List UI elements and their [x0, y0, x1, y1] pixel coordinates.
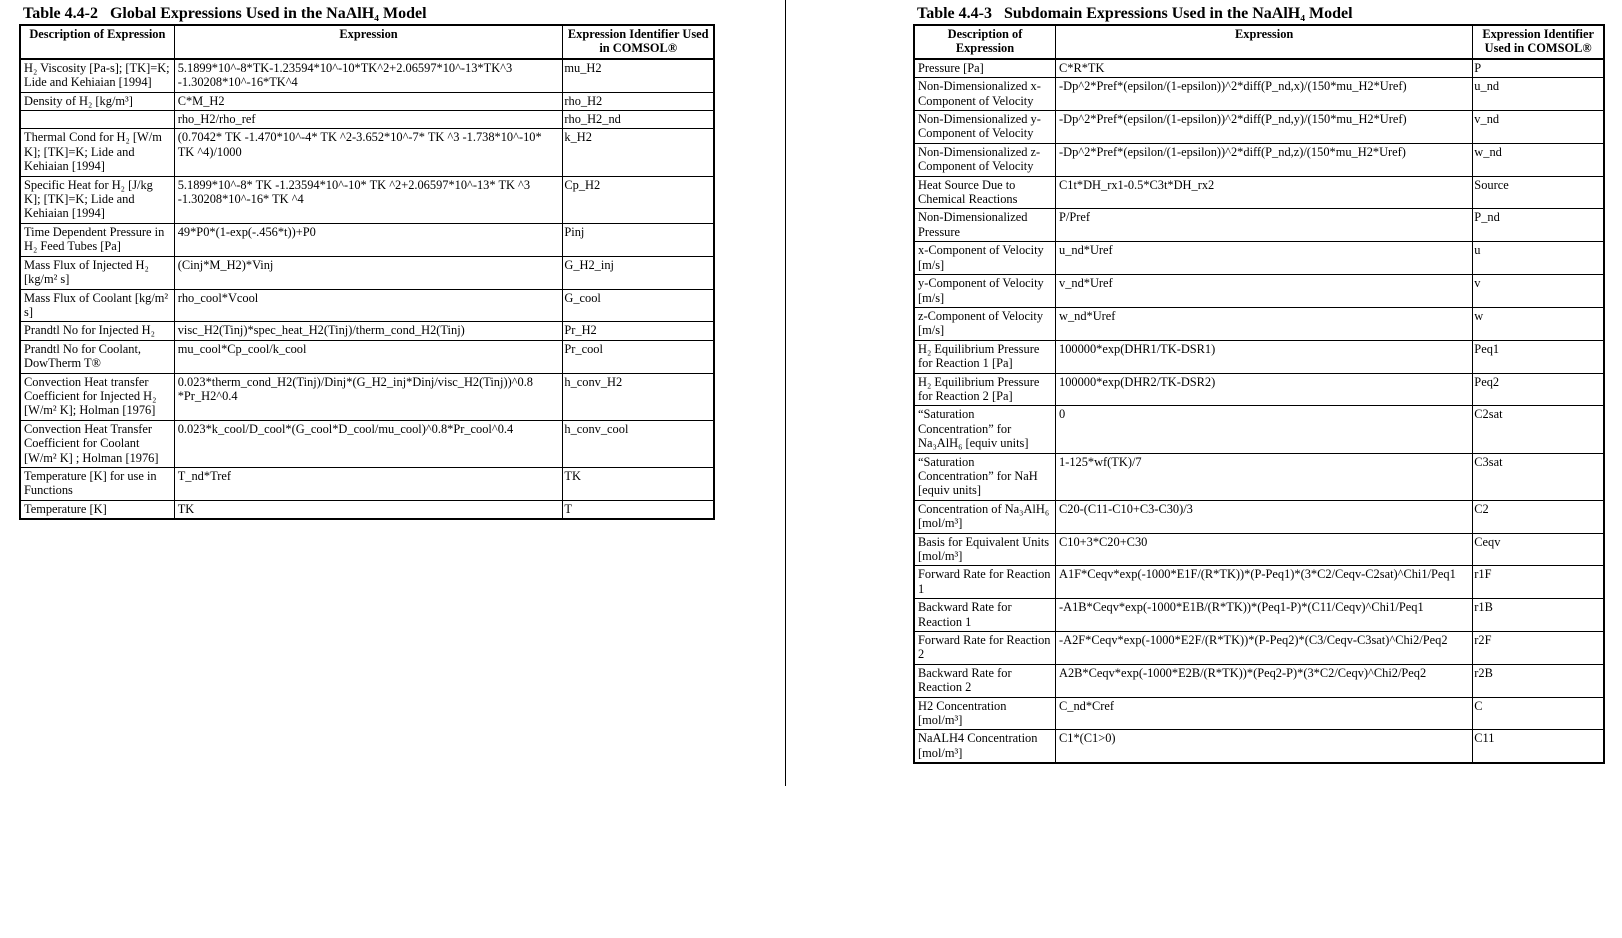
- header-identifier: Expression Identifier Used in COMSOL®: [563, 25, 714, 59]
- table-title: Table 4.4-2 Global Expressions Used in the NaAlH₄ Model: [23, 5, 427, 22]
- expression-cell: 1-125*wf(TK)/7: [1056, 453, 1473, 500]
- expression-cell: C*M_H2: [174, 92, 563, 110]
- expression-cell: 49*P0*(1-exp(-.456*t))+P0: [174, 223, 563, 256]
- expression-cell: w_nd*Uref: [1056, 307, 1473, 340]
- description-cell: H₂ Viscosity [Pa-s]; [TK]=K; Lide and Kehiaian [1994]: [20, 59, 174, 92]
- identifier-cell: Pinj: [563, 223, 714, 256]
- table-row: [914, 176, 1604, 209]
- table-row: [20, 256, 714, 289]
- header-description: Description of Expression: [914, 25, 1056, 59]
- expression-cell: (0.7042* TK -1.470*10^-4* TK ^2-3.652*10^-7* TK ^3 -1.738*10^-10* TK ^4)/1000: [174, 129, 563, 176]
- table-row: [20, 340, 714, 373]
- expression-cell: 100000*exp(DHR1/TK-DSR1): [1056, 340, 1473, 373]
- expression-cell: 0: [1056, 406, 1473, 453]
- identifier-cell: P_nd: [1473, 209, 1604, 242]
- description-cell: Heat Source Due to Chemical Reactions: [914, 176, 1056, 209]
- description-cell: Non-Dimensionalized y-Component of Velocity: [914, 111, 1056, 144]
- expression-cell: 100000*exp(DHR2/TK-DSR2): [1056, 373, 1473, 406]
- subdomain-expressions-panel: [913, 5, 1605, 764]
- description-cell: Time Dependent Pressure in H₂ Feed Tubes [Pa]: [20, 223, 174, 256]
- table-row: [914, 242, 1604, 275]
- identifier-cell: Source: [1473, 176, 1604, 209]
- table-row: [914, 500, 1604, 533]
- identifier-cell: k_H2: [563, 129, 714, 176]
- table-row: [914, 599, 1604, 632]
- table-body: [20, 59, 714, 519]
- description-cell: Mass Flux of Injected H₂ [kg/m² s]: [20, 256, 174, 289]
- description-cell: [20, 111, 174, 129]
- expression-cell: A2B*Ceqv*exp(-1000*E2B/(R*TK))*(Peq2-P)*(3*C2/Ceqv)^Chi2/Peq2: [1056, 664, 1473, 697]
- description-cell: Non-Dimensionalized z-Component of Velocity: [914, 143, 1056, 176]
- table-row: [914, 730, 1604, 763]
- identifier-cell: u_nd: [1473, 78, 1604, 111]
- identifier-cell: G_H2_inj: [563, 256, 714, 289]
- identifier-cell: r1B: [1473, 599, 1604, 632]
- table-row: [20, 92, 714, 110]
- table-header-row: [20, 25, 714, 59]
- table-row: [914, 406, 1604, 453]
- description-cell: Backward Rate for Reaction 1: [914, 599, 1056, 632]
- expression-cell: mu_cool*Cp_cool/k_cool: [174, 340, 563, 373]
- global-expressions-panel: [19, 5, 715, 520]
- identifier-cell: C3sat: [1473, 453, 1604, 500]
- table-title: Table 4.4-3 Subdomain Expressions Used in the NaAlH₄ Model: [917, 5, 1353, 22]
- table-row: [914, 632, 1604, 665]
- identifier-cell: mu_H2: [563, 59, 714, 92]
- expression-cell: A1F*Ceqv*exp(-1000*E1F/(R*TK))*(P-Peq1)*(3*C2/Ceqv-C2sat)^Chi1/Peq1: [1056, 566, 1473, 599]
- header-expression: Expression: [1056, 25, 1473, 59]
- expression-cell: v_nd*Uref: [1056, 275, 1473, 308]
- subdomain-expressions-table: [913, 24, 1605, 764]
- identifier-cell: C2: [1473, 500, 1604, 533]
- description-cell: Pressure [Pa]: [914, 59, 1056, 78]
- table-row: [20, 129, 714, 176]
- identifier-cell: Pr_H2: [563, 322, 714, 340]
- table-row: [914, 59, 1604, 78]
- header-expression: Expression: [174, 25, 563, 59]
- identifier-cell: Pr_cool: [563, 340, 714, 373]
- identifier-cell: P: [1473, 59, 1604, 78]
- expression-cell: -Dp^2*Pref*(epsilon/(1-epsilon))^2*diff(P_nd,x)/(150*mu_H2*Uref): [1056, 78, 1473, 111]
- expression-cell: 0.023*therm_cond_H2(Tinj)/Dinj*(G_H2_inj*Dinj/visc_H2(Tinj))^0.8 *Pr_H2^0.4: [174, 373, 563, 420]
- table-row: [914, 209, 1604, 242]
- description-cell: Temperature [K] for use in Functions: [20, 467, 174, 500]
- description-cell: H₂ Equilibrium Pressure for Reaction 2 [Pa]: [914, 373, 1056, 406]
- table-row: [20, 373, 714, 420]
- description-cell: Concentration of Na₃AlH₆ [mol/m³]: [914, 500, 1056, 533]
- table-row: [914, 307, 1604, 340]
- identifier-cell: Ceqv: [1473, 533, 1604, 566]
- identifier-cell: r2F: [1473, 632, 1604, 665]
- description-cell: Convection Heat transfer Coefficient for Injected H₂ [W/m² K]; Holman [1976]: [20, 373, 174, 420]
- expression-cell: -A2F*Ceqv*exp(-1000*E2F/(R*TK))*(P-Peq2)*(C3/Ceqv-C3sat)^Chi2/Peq2: [1056, 632, 1473, 665]
- expression-cell: TK: [174, 500, 563, 519]
- expression-cell: C1*(C1>0): [1056, 730, 1473, 763]
- expression-cell: u_nd*Uref: [1056, 242, 1473, 275]
- description-cell: y-Component of Velocity [m/s]: [914, 275, 1056, 308]
- identifier-cell: TK: [563, 467, 714, 500]
- description-cell: Thermal Cond for H₂ [W/m K]; [TK]=K; Lide and Kehiaian [1994]: [20, 129, 174, 176]
- global-expressions-table: [19, 24, 715, 520]
- description-cell: Prandtl No for Injected H₂: [20, 322, 174, 340]
- expression-cell: 5.1899*10^-8* TK -1.23594*10^-10* TK ^2+2.06597*10^-13* TK ^3 -1.30208*10^-16* TK ^4: [174, 176, 563, 223]
- table-row: [20, 59, 714, 92]
- description-cell: Basis for Equivalent Units [mol/m³]: [914, 533, 1056, 566]
- expression-cell: -A1B*Ceqv*exp(-1000*E1B/(R*TK))*(Peq1-P)*(C11/Ceqv)^Chi1/Peq1: [1056, 599, 1473, 632]
- expression-cell: rho_cool*Vcool: [174, 289, 563, 322]
- table-row: [20, 176, 714, 223]
- identifier-cell: h_conv_H2: [563, 373, 714, 420]
- expression-cell: 0.023*k_cool/D_cool*(G_cool*D_cool/mu_cool)^0.8*Pr_cool^0.4: [174, 420, 563, 467]
- expression-cell: (Cinj*M_H2)*Vinj: [174, 256, 563, 289]
- table-row: [20, 420, 714, 467]
- description-cell: Backward Rate for Reaction 2: [914, 664, 1056, 697]
- identifier-cell: Peq1: [1473, 340, 1604, 373]
- description-cell: NaALH4 Concentration [mol/m³]: [914, 730, 1056, 763]
- table-row: [914, 664, 1604, 697]
- header-description: Description of Expression: [20, 25, 174, 59]
- table-row: [20, 322, 714, 340]
- table-row: [914, 111, 1604, 144]
- expression-cell: P/Pref: [1056, 209, 1473, 242]
- expression-cell: C1t*DH_rx1-0.5*C3t*DH_rx2: [1056, 176, 1473, 209]
- identifier-cell: G_cool: [563, 289, 714, 322]
- description-cell: Specific Heat for H₂ [J/kg K]; [TK]=K; Lide and Kehiaian [1994]: [20, 176, 174, 223]
- table-row: [914, 373, 1604, 406]
- identifier-cell: rho_H2_nd: [563, 111, 714, 129]
- description-cell: Forward Rate for Reaction 2: [914, 632, 1056, 665]
- identifier-cell: r2B: [1473, 664, 1604, 697]
- table-row: [914, 697, 1604, 730]
- expression-cell: visc_H2(Tinj)*spec_heat_H2(Tinj)/therm_cond_H2(Tinj): [174, 322, 563, 340]
- table-row: [914, 275, 1604, 308]
- page-divider: [785, 0, 786, 786]
- identifier-cell: w: [1473, 307, 1604, 340]
- table-row: [914, 143, 1604, 176]
- table-row: [20, 289, 714, 322]
- identifier-cell: v: [1473, 275, 1604, 308]
- description-cell: Forward Rate for Reaction 1: [914, 566, 1056, 599]
- description-cell: H₂ Equilibrium Pressure for Reaction 1 [Pa]: [914, 340, 1056, 373]
- identifier-cell: C11: [1473, 730, 1604, 763]
- identifier-cell: u: [1473, 242, 1604, 275]
- expression-cell: -Dp^2*Pref*(epsilon/(1-epsilon))^2*diff(P_nd,z)/(150*mu_H2*Uref): [1056, 143, 1473, 176]
- description-cell: Temperature [K]: [20, 500, 174, 519]
- table-row: [914, 453, 1604, 500]
- identifier-cell: C2sat: [1473, 406, 1604, 453]
- description-cell: z-Component of Velocity [m/s]: [914, 307, 1056, 340]
- table-row: [914, 78, 1604, 111]
- description-cell: Mass Flux of Coolant [kg/m² s]: [20, 289, 174, 322]
- expression-cell: rho_H2/rho_ref: [174, 111, 563, 129]
- description-cell: Convection Heat Transfer Coefficient for Coolant [W/m² K] ; Holman [1976]: [20, 420, 174, 467]
- expression-cell: C20-(C11-C10+C3-C30)/3: [1056, 500, 1473, 533]
- identifier-cell: r1F: [1473, 566, 1604, 599]
- description-cell: Prandtl No for Coolant, DowTherm T®: [20, 340, 174, 373]
- description-cell: “Saturation Concentration” for NaH [equiv units]: [914, 453, 1056, 500]
- table-row: [20, 111, 714, 129]
- identifier-cell: w_nd: [1473, 143, 1604, 176]
- identifier-cell: Cp_H2: [563, 176, 714, 223]
- description-cell: x-Component of Velocity [m/s]: [914, 242, 1056, 275]
- table-row: [20, 500, 714, 519]
- expression-cell: -Dp^2*Pref*(epsilon/(1-epsilon))^2*diff(P_nd,y)/(150*mu_H2*Uref): [1056, 111, 1473, 144]
- table-body: [914, 59, 1604, 763]
- expression-cell: C_nd*Cref: [1056, 697, 1473, 730]
- table-row: [20, 467, 714, 500]
- table-row: [914, 566, 1604, 599]
- expression-cell: C10+3*C20+C30: [1056, 533, 1473, 566]
- description-cell: H2 Concentration [mol/m³]: [914, 697, 1056, 730]
- identifier-cell: Peq2: [1473, 373, 1604, 406]
- identifier-cell: C: [1473, 697, 1604, 730]
- identifier-cell: h_conv_cool: [563, 420, 714, 467]
- expression-cell: T_nd*Tref: [174, 467, 563, 500]
- table-row: [20, 223, 714, 256]
- identifier-cell: rho_H2: [563, 92, 714, 110]
- identifier-cell: v_nd: [1473, 111, 1604, 144]
- expression-cell: C*R*TK: [1056, 59, 1473, 78]
- table-row: [914, 340, 1604, 373]
- description-cell: Non-Dimensionalized Pressure: [914, 209, 1056, 242]
- table-header-row: [914, 25, 1604, 59]
- description-cell: “Saturation Concentration” for Na₃AlH₆ [equiv units]: [914, 406, 1056, 453]
- expression-cell: 5.1899*10^-8*TK-1.23594*10^-10*TK^2+2.06597*10^-13*TK^3 -1.30208*10^-16*TK^4: [174, 59, 563, 92]
- header-identifier: Expression Identifier Used in COMSOL®: [1473, 25, 1604, 59]
- description-cell: Non-Dimensionalized x-Component of Velocity: [914, 78, 1056, 111]
- identifier-cell: T: [563, 500, 714, 519]
- table-row: [914, 533, 1604, 566]
- description-cell: Density of H₂ [kg/m³]: [20, 92, 174, 110]
